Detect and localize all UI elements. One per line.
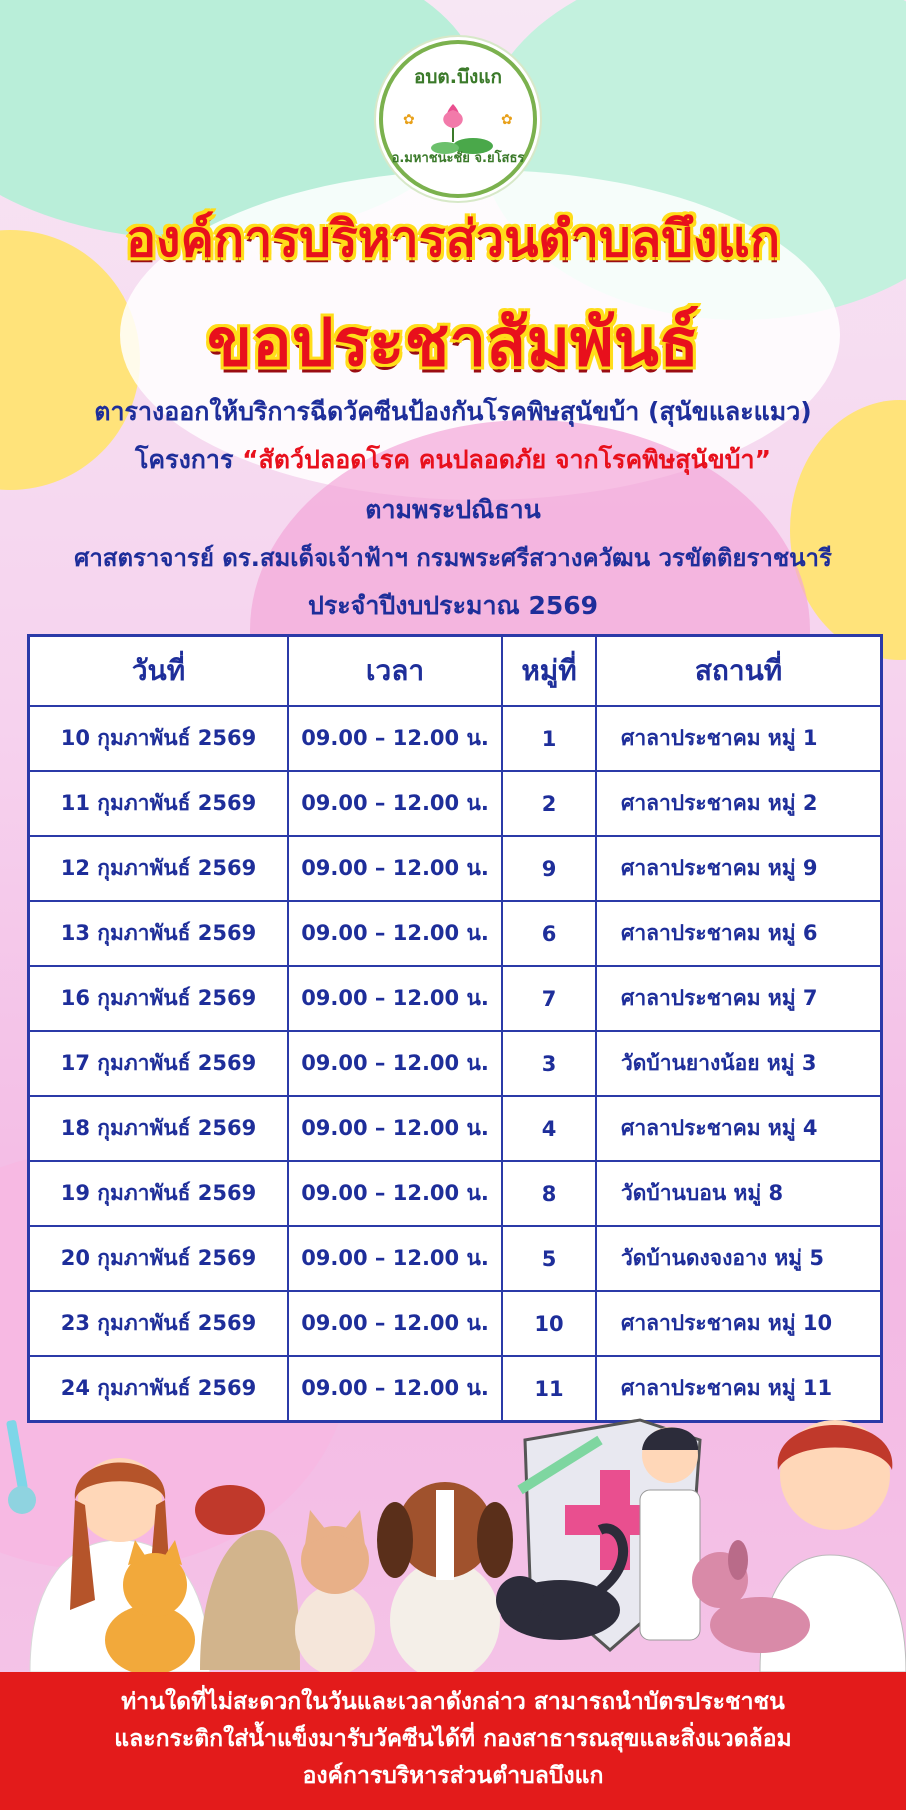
cell-place: ศาลาประชาคม หมู่ 9 [596,836,882,901]
cell-date: 17 กุมภาพันธ์ 2569 [29,1031,289,1096]
puppy-illustration [377,1482,513,1672]
subtitle-line4: ศาสตราจารย์ ดร.สมเด็จเจ้าฟ้าฯ กรมพระศรีสวางควัฒน วรขัตติยราชนารี [74,544,832,572]
table-row [29,1031,882,1096]
cell-time: 09.00 – 12.00 น. [288,836,502,901]
subtitle-line2 [0,440,906,480]
table-body [29,706,882,1422]
cell-time: 09.00 – 12.00 น. [288,1356,502,1422]
cell-time: 09.00 – 12.00 น. [288,1226,502,1291]
cell-time: 09.00 – 12.00 น. [288,771,502,836]
lotus-icon [383,44,533,194]
project-name: “สัตว์ปลอดโรค คนปลอดภัย จากโรคพิษสุนัขบ้า” [242,445,771,474]
cell-place: ศาลาประชาคม หมู่ 10 [596,1291,882,1356]
header-time: เวลา [288,636,502,707]
table-row [29,1096,882,1161]
cell-date: 20 กุมภาพันธ์ 2569 [29,1226,289,1291]
kitten-illustration [295,1510,375,1672]
project-prefix: โครงการ [135,445,243,474]
cell-village: 5 [502,1226,596,1291]
logo-top-text: อบต.บึงแก [413,66,503,88]
cell-time: 09.00 – 12.00 น. [288,901,502,966]
table-row [29,1291,882,1356]
page-title: องค์การบริหารส่วนตำบลบึงแก [126,210,780,268]
cell-time: 09.00 – 12.00 น. [288,966,502,1031]
footer-line1: ท่านใดที่ไม่สะดวกในวันและเวลาดังกล่าว สามารถนำบัตรประชาชน [121,1689,785,1715]
header-village: หมู่ที่ [502,636,596,707]
cell-date: 12 กุมภาพันธ์ 2569 [29,836,289,901]
cell-village: 7 [502,966,596,1031]
cell-village: 11 [502,1356,596,1422]
table-row [29,1161,882,1226]
cell-village: 8 [502,1161,596,1226]
cell-date: 11 กุมภาพันธ์ 2569 [29,771,289,836]
table-row [29,706,882,771]
cell-date: 16 กุมภาพันธ์ 2569 [29,966,289,1031]
cell-place: ศาลาประชาคม หมู่ 4 [596,1096,882,1161]
cell-time: 09.00 – 12.00 น. [288,1161,502,1226]
footer-banner [0,1672,906,1810]
table-row [29,901,882,966]
header-place: สถานที่ [596,636,882,707]
subtitle-line5: ประจำปีงบประมาณ 2569 [307,591,599,620]
cell-place: ศาลาประชาคม หมู่ 2 [596,771,882,836]
cell-place: วัดบ้านดงจงอาง หมู่ 5 [596,1226,882,1291]
cell-place: ศาลาประชาคม หมู่ 6 [596,901,882,966]
cell-place: ศาลาประชาคม หมู่ 11 [596,1356,882,1422]
cell-date: 24 กุมภาพันธ์ 2569 [29,1356,289,1422]
table-row [29,1226,882,1291]
cell-date: 19 กุมภาพันธ์ 2569 [29,1161,289,1226]
cell-place: ศาลาประชาคม หมู่ 1 [596,706,882,771]
cell-village: 1 [502,706,596,771]
cell-time: 09.00 – 12.00 น. [288,706,502,771]
red-dog-illustration [195,1485,300,1670]
cell-time: 09.00 – 12.00 น. [288,1096,502,1161]
subtitle-line1: ตารางออกให้บริการฉีดวัคซีนป้องกันโรคพิษสุนัขบ้า (สุนัขและแมว) [94,397,812,426]
cell-village: 4 [502,1096,596,1161]
cell-place: วัดบ้านบอน หมู่ 8 [596,1161,882,1226]
org-logo [379,40,537,198]
header-date: วันที่ [29,636,289,707]
cell-date: 10 กุมภาพันธ์ 2569 [29,706,289,771]
cell-place: ศาลาประชาคม หมู่ 7 [596,966,882,1031]
table-header-row [29,636,882,707]
cell-village: 10 [502,1291,596,1356]
logo-bottom-text: อ.มหาชนะชัย จ.ยโสธร [391,151,525,166]
cell-date: 13 กุมภาพันธ์ 2569 [29,901,289,966]
table-row [29,836,882,901]
page-subtitle: ขอประชาสัมพันธ์ [206,304,700,381]
cell-date: 18 กุมภาพันธ์ 2569 [29,1096,289,1161]
schedule-table [27,634,883,1423]
cell-village: 9 [502,836,596,901]
cell-village: 3 [502,1031,596,1096]
cell-village: 2 [502,771,596,836]
illustration [0,1380,906,1672]
subtitle-line3: ตามพระปณิธาน [365,495,541,524]
cell-time: 09.00 – 12.00 น. [288,1031,502,1096]
table-row [29,771,882,836]
cell-village: 6 [502,901,596,966]
cell-time: 09.00 – 12.00 น. [288,1291,502,1356]
footer-line2: และกระติกใส่น้ำแข็งมารับวัคซีนได้ที่ กองสาธารณสุขและสิ่งแวดล้อม [114,1726,792,1752]
table-row [29,966,882,1031]
svg-text:✿: ✿ [403,112,415,128]
footer-line3: องค์การบริหารส่วนตำบลบึงแก [302,1763,604,1789]
cell-date: 23 กุมภาพันธ์ 2569 [29,1291,289,1356]
cell-place: วัดบ้านยางน้อย หมู่ 3 [596,1031,882,1096]
svg-text:✿: ✿ [501,112,513,128]
